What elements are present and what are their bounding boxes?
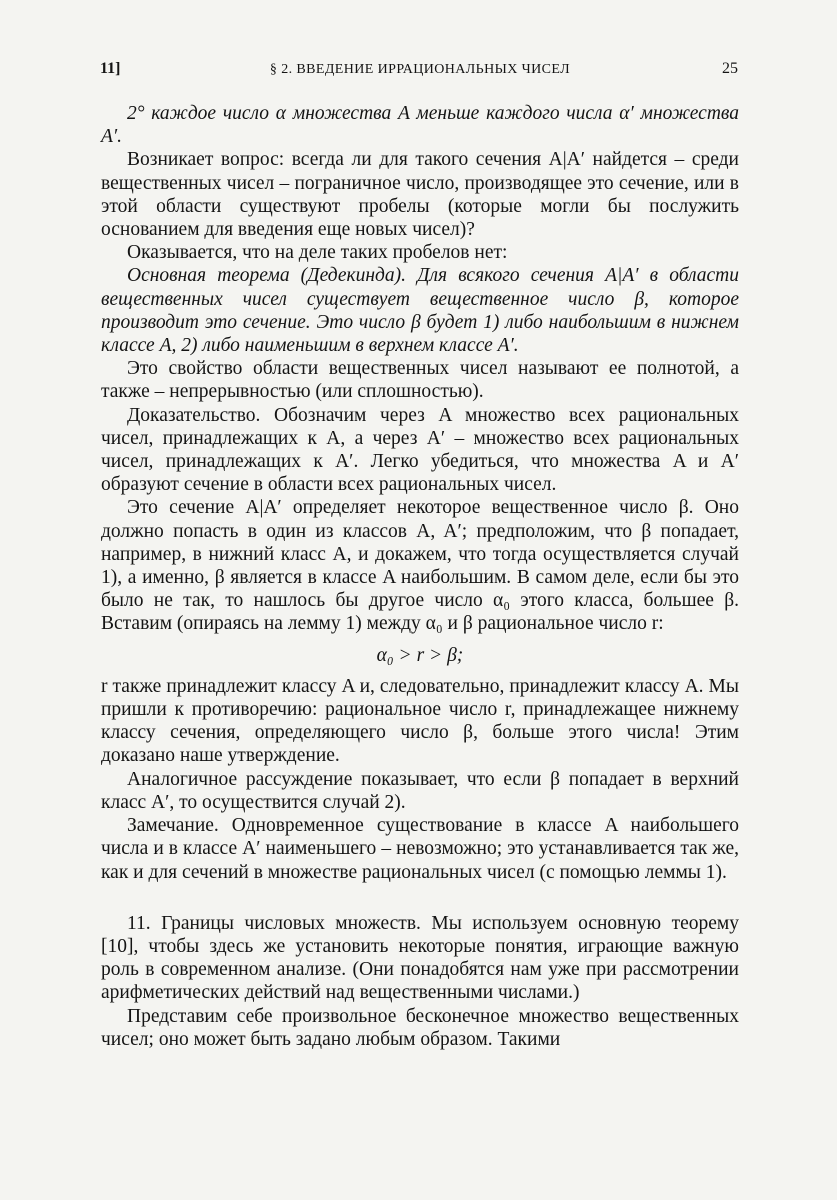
- proof-paragraph: Доказательство. Обозначим через A множество всех рациональных чисел, принадлежащих к A, а через A′ – множество всех рациональных чисел, принадлежащих к A′. Легко убедиться, что множества A и A′ образуют сечение в области всех рациональных чисел.: [101, 404, 739, 496]
- section-heading-paragraph: 11. Границы числовых множеств. Мы используем основную теорему [10], чтобы здесь же установить некоторые понятия, играющие важную роль в современном анализе. (Они понадобятся нам уже при рассмотрении арифметических действий над вещественными числами.): [101, 912, 739, 1004]
- paragraph: Это свойство области вещественных чисел называют ее полнотой, а также – непрерывностью (или сплошностью).: [101, 358, 739, 403]
- section-marker: 11]: [100, 60, 121, 77]
- paragraph: Возникает вопрос: всегда ли для такого сечения A|A′ найдется – среди вещественных чисел – пограничное число, производящее это сечение, или в этой области существуют пробелы (которые могли бы послужить основанием для введения еще новых чисел)?: [101, 149, 739, 241]
- theorem-paragraph: Основная теорема (Дедекинда). Для всякого сечения A|A′ в области вещественных чисел существует вещественное число β, которое производит это сечение. Это число β будет 1) либо наибольшим в нижнем классе A, 2) либо наименьшим в верхнем классе A′.: [101, 265, 739, 357]
- paragraph: Аналогичное рассуждение показывает, что если β попадает в верхний класс A′, то осуществится случай 2).: [101, 768, 739, 813]
- running-title: § 2. ВВЕДЕНИЕ ИРРАЦИОНАЛЬНЫХ ЧИСЕЛ: [269, 62, 571, 77]
- page-body: [101, 102, 739, 1051]
- paragraph: Представим себе произвольное бесконечное множество вещественных чисел; оно может быть задано любым образом. Такими: [101, 1005, 739, 1050]
- page-header: [100, 60, 740, 84]
- formula: α₀ > r > β;: [376, 644, 464, 666]
- paragraph: Оказывается, что на деле таких пробелов нет:: [127, 242, 508, 264]
- remark-paragraph: Замечание. Одновременное существование в классе A наибольшего числа и в классе A′ наименьшего – невозможно; это устанавливается так же, как и для сечений в множестве рациональных чисел (с помощью леммы 1).: [101, 815, 739, 883]
- page-number: 25: [722, 60, 738, 77]
- paragraph: Это сечение A|A′ определяет некоторое вещественное число β. Оно должно попасть в один из классов A, A′; предположим, что β попадает, например, в нижний класс A, и докажем, что тогда осуществляется случай 1), а именно, β является в классе A наибольшим. В самом деле, если бы это было не так, то нашлось бы другое число α₀ этого класса, большее β. Вставим (опираясь на лемму 1) между α₀ и β рациональное число r:: [101, 497, 739, 635]
- paragraph: 2° каждое число α множества A меньше каждого числа α′ множества A′.: [101, 103, 739, 148]
- paragraph: r также принадлежит классу A и, следовательно, принадлежит классу A. Мы пришли к противоречию: рациональное число r, принадлежащее нижнему классу сечения, определяющего число β, больше этого числа! Этим доказано наше утверждение.: [101, 675, 739, 767]
